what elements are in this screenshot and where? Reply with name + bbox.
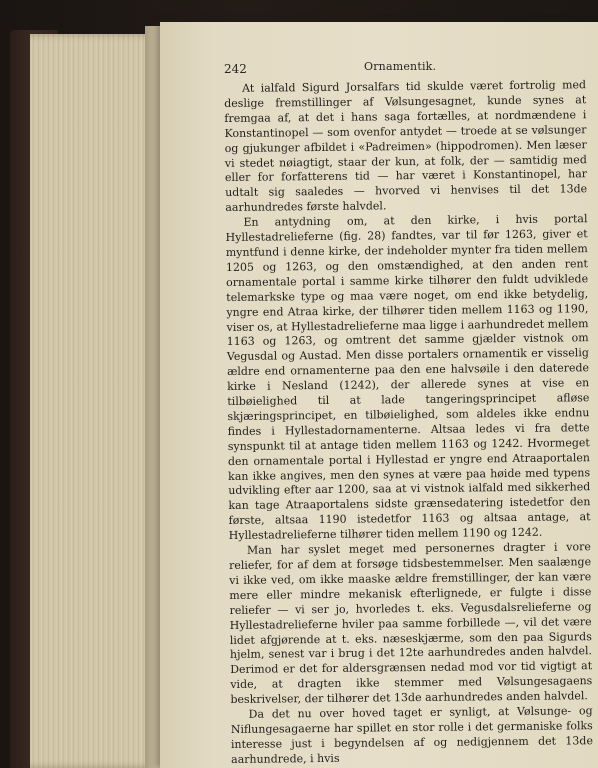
page-stack-edges [30,34,160,768]
paragraph [231,704,594,767]
paragraph [229,540,593,708]
paragraph [225,212,590,544]
running-head [224,60,584,78]
running-head-title: Ornamentik. [364,60,437,73]
paragraph-text: Da det nu over hoved taget er synligt, at Vølsunge- og Niflungesagaerne har spillet en stor rolle i det germaniske folks interesse just i begyndelsen af og nedigjennem det 13de aarhundrede, i hvis [230,704,593,766]
body-text [224,78,593,767]
book-page [160,22,598,768]
paragraph [224,78,587,216]
paragraph-text: En antydning om, at den kirke, i hvis portal Hyllestadrelieferne (fig. 28) fandtes, var til før 1263, giver et myntfund i denne kirke, der indeholder mynter fra tiden mellem 1205 og 1263, og den omstændighed, at den anden rent ornamentale portal i samme kirke tilhører den fuldt udviklede telemarkske type og maa være noget, om end ikke betydelig, yngre end Atraa kirke, der tilhører tiden mellem 1163 og 1190, viser os, at Hyllestadrelieferne maa ligge i aarhundredet mellem 1163 og 1263, og omtrent det samme gjælder vistnok om Vegusdal og Austad. Men disse portalers ornamentik er visselig ældre end ornamenterne paa den ene halvsøile i den daterede kirke i Nesland (1242), der allerede synes at vise en tilbøielighed til at lade tangeringsprincipet afløse skjæringsprincipet, en tilbøielighed, som aldeles ikke endnu findes i Hyllestadornamenterne. Altsaa ledes vi fra dette synspunkt til at antage tiden mellem 1163 og 1242. Hvormeget den ornamentale portal i Hyllestad er yngre end Atraaportalen kan ikke angives, men den synes at være paa høide med typens udvikling efter aar 1200, saa at vi vistnok ialfald med sikkerhed kan tage Atraaportalens sidste grænsedatering istedetfor den første, altsaa 1190 istedetfor 1163 og altsaa antage, at Hyllestadrelieferne tilhører tiden mellem 1190 og 1242. [225,212,591,543]
page-number: 242 [224,62,247,76]
paragraph-text: At ialfald Sigurd Jorsalfars tid skulde været fortrolig med deslige fremstillinger af Vølsungesagnet, kunde synes at fremgaa af, at det i hans saga fortælles, at nordmændene i Konstantinopel — som ovenfor antydet — troede at se vølsunger og gjukunger afbildet i «Padreimen» (hippodromen). Men læser vi stedet nøiagtigt, staar der kun, at folk, der — samtidig med eller for forfatterens tid — har været i Konstantinopel, har udtalt sig saaledes — hvorved vi henvises til det 13de aarhundredes første halvdel. [224,78,588,215]
paragraph-text: Man har syslet meget med personernes dragter i vore reliefer, for af dem at forsøge tidsbestemmelser. Men saalænge vi ikke ved, om ikke maaske ældre fremstillinger, der kan være mere eller mindre mekanisk efterlignede, er fulgte i disse reliefer — vi ser jo, hvorledes t. eks. Vegusdalsrelieferne og Hyllestadrelieferne hviler paa samme forbillede —, vil det være lidet afgjørende at t. eks. næseskjærme, som den paa Sigurds hjelm, senest var i brug i det 12te aarhundredes anden halvdel. Derimod er det for aldersgrænsen nedad mod vor tid vigtigt at vide, at dragten ikke stemmer med Vølsungesagaens beskrivelser, der tilhører det 13de aarhundredes anden halvdel. [228,540,593,707]
